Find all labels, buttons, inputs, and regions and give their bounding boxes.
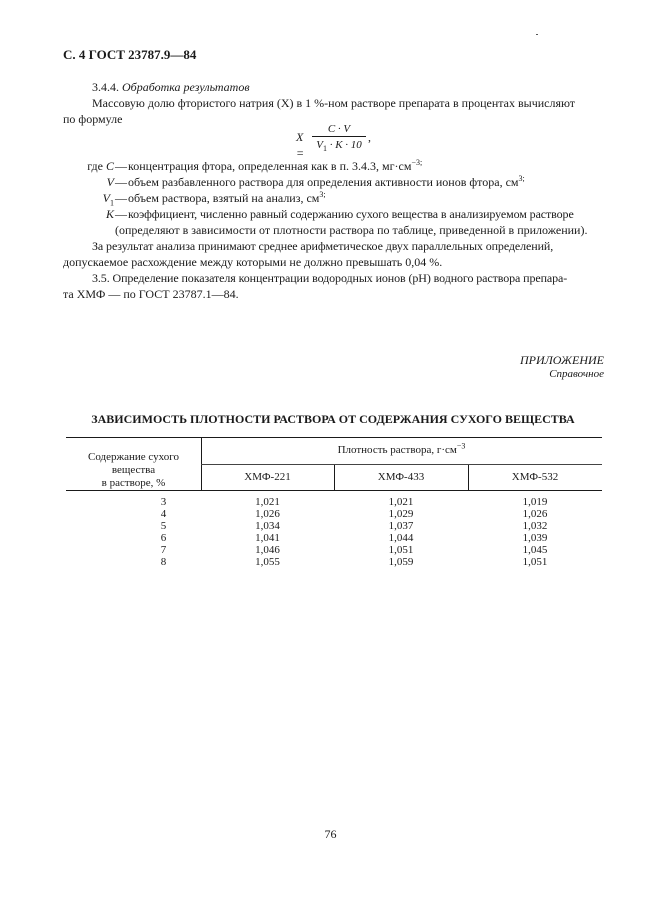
definition-v1-text: объем раствора, взятый на анализ, см <box>128 191 320 205</box>
definition-text: коэффициент, численно равный содержанию сухого вещества в анализируемом растворе <box>128 207 574 221</box>
column-header: ХМФ-221 <box>244 471 291 483</box>
cell-density-532: 1,051 <box>522 556 548 568</box>
intro-line-1: Массовую долю фтористого натрия (X) в 1 %-ном растворе препарата в процентах вычисляют <box>92 96 576 110</box>
row-header <box>66 451 201 490</box>
definition-symbol <box>63 158 114 174</box>
cell-density-221: 1,021 <box>255 496 280 508</box>
cell-content: 6 <box>160 532 167 544</box>
cell-density-433: 1,037 <box>388 520 414 532</box>
page-header: С. 4 ГОСТ 23787.9—84 <box>63 47 197 62</box>
definition-prefix: где <box>87 159 106 173</box>
denominator-rest: · K · 10 <box>326 139 362 151</box>
cell-density-532: 1,019 <box>522 496 548 508</box>
definition-c-sup: −3; <box>411 158 423 167</box>
row-header-line-2: в растворе, % <box>101 477 166 489</box>
symbol-v1: V <box>102 191 110 205</box>
cell-content: 7 <box>160 544 167 556</box>
definition-v-sup: 3; <box>518 174 525 183</box>
formula-comma: , <box>368 130 371 144</box>
definition-c-text: концентрация фтора, определенная как в п. 3.4.3, мг·см <box>128 159 412 173</box>
definition-v-text: объем разбавленного раствора для определения активности ионов фтора, см <box>128 175 519 189</box>
cell-density-433: 1,044 <box>388 532 414 544</box>
appendix-title: ПРИЛОЖЕНИЕ <box>520 353 604 367</box>
cell-density-532: 1,039 <box>522 532 548 544</box>
symbol-v1-sub: 1 <box>110 198 114 208</box>
row-header-line-1: Содержание сухого вещества <box>88 451 179 476</box>
cell-density-221: 1,034 <box>255 520 280 532</box>
section-title: Обработка результатов <box>122 80 250 94</box>
symbol-c: C <box>105 159 114 173</box>
column-header: ХМФ-532 <box>511 471 559 483</box>
section-heading <box>63 79 603 95</box>
definition-symbol <box>63 190 114 206</box>
cell-density-221: 1,041 <box>255 532 280 544</box>
group-header-text: Плотность раствора, г·см <box>337 444 457 456</box>
definition-text <box>128 174 603 190</box>
cell-content: 4 <box>160 508 167 520</box>
table-header-rule <box>66 490 602 491</box>
result-line-1: За результат анализа принимают среднее арифметическое двух параллельных определений, <box>92 239 554 253</box>
cell-content: 8 <box>160 556 167 568</box>
definition-text <box>128 158 603 174</box>
dash: — <box>115 175 127 189</box>
formula-lhs: X = <box>296 130 305 160</box>
formula-numerator: C · V <box>327 123 351 135</box>
cell-density-433: 1,051 <box>388 544 414 556</box>
cell-density-221: 1,026 <box>255 508 280 520</box>
appendix-type: Справочное <box>549 368 604 380</box>
definition-k-continuation: (определяют в зависимости от плотности раствора по таблице, приведенной в приложении). <box>115 223 588 237</box>
section-3-5-line-1: 3.5. Определение показателя концентрации водородных ионов (pH) водного раствора препара- <box>92 271 568 285</box>
cell-density-532: 1,045 <box>522 544 548 556</box>
definition-v1-sup: 3; <box>319 190 326 199</box>
table-top-rule <box>66 437 602 438</box>
definition-k <box>63 206 603 222</box>
result-line-2: допускаемое расхождение между которыми не должно превышать 0,04 %. <box>63 255 443 269</box>
section-3-5-line-2: та ХМФ — по ГОСТ 23787.1—84. <box>63 287 239 301</box>
intro-line-2: по формуле <box>63 112 123 126</box>
cell-content: 5 <box>160 520 167 532</box>
denominator-sub: 1 <box>322 144 327 154</box>
scan-speck <box>536 34 538 35</box>
section-number: 3.4.4. <box>92 80 119 94</box>
definition-v1 <box>63 190 603 206</box>
definition-c <box>63 158 603 174</box>
definition-v <box>63 174 603 190</box>
group-header <box>201 441 602 457</box>
denominator-v: V <box>316 139 323 151</box>
page-number: 76 <box>324 827 337 841</box>
cell-content: 3 <box>160 496 167 508</box>
dash: — <box>115 191 127 205</box>
cell-density-221: 1,055 <box>255 556 280 568</box>
dash: — <box>115 159 127 173</box>
cell-density-221: 1,046 <box>255 544 280 556</box>
table-title: ЗАВИСИМОСТЬ ПЛОТНОСТИ РАСТВОРА ОТ СОДЕРЖАНИЯ СУХОГО ВЕЩЕСТВА <box>91 412 575 426</box>
cell-density-532: 1,032 <box>522 520 548 532</box>
appendix-label <box>480 352 604 382</box>
definition-text <box>128 190 603 206</box>
table-group-rule <box>201 464 602 465</box>
cell-density-433: 1,059 <box>388 556 414 568</box>
definition-symbol: V <box>106 175 114 189</box>
definition-symbol: K <box>105 207 114 221</box>
formula-denominator <box>312 137 366 153</box>
dash: — <box>115 207 127 221</box>
cell-density-433: 1,021 <box>388 496 414 508</box>
column-header: ХМФ-433 <box>377 471 425 483</box>
cell-density-532: 1,026 <box>522 508 548 520</box>
cell-density-433: 1,029 <box>388 508 414 520</box>
group-header-sup: −3 <box>456 441 466 451</box>
